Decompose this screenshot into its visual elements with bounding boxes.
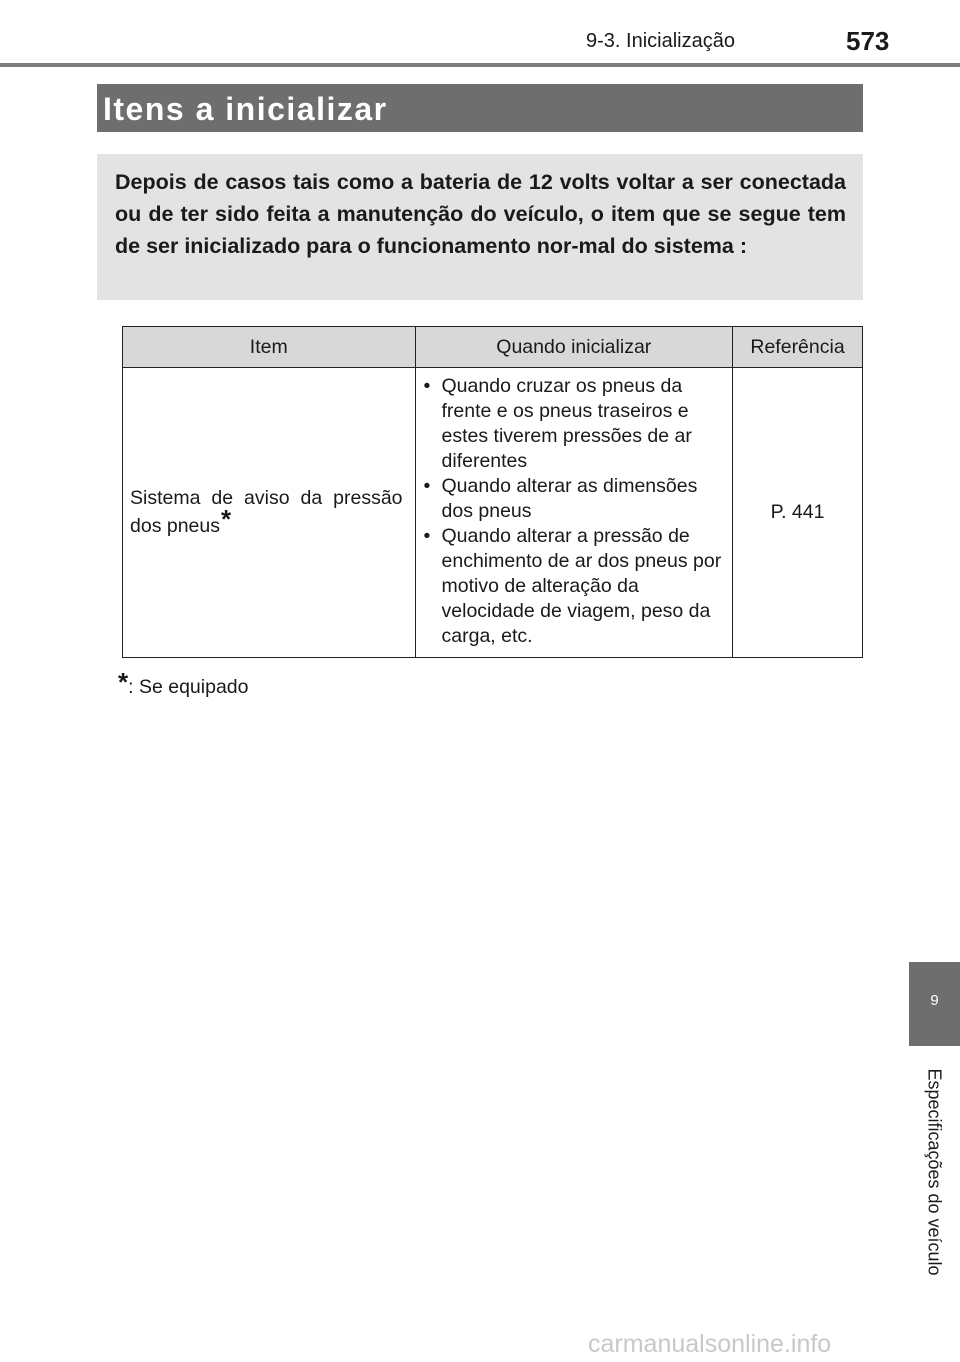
initialization-table xyxy=(122,326,863,658)
item-cell xyxy=(123,368,416,658)
item-name: Sistema de aviso da pressão dos pneus xyxy=(130,487,403,537)
column-header-when: Quando inicializar xyxy=(415,327,733,368)
reference-cell: P. 441 xyxy=(733,368,863,658)
table-row xyxy=(123,368,863,658)
page-number: 573 xyxy=(846,26,890,56)
column-header-reference: Referência xyxy=(733,327,863,368)
chapter-label: Especificações do veículo xyxy=(924,1068,945,1276)
chapter-number: 9 xyxy=(930,992,939,1009)
footnote xyxy=(118,669,248,700)
intro-box xyxy=(97,154,863,300)
list-item: • Quando alterar as dimensões dos pneus xyxy=(424,474,727,524)
when-cell xyxy=(415,368,733,658)
chapter-tab xyxy=(909,962,960,1046)
table-header-row xyxy=(123,327,863,368)
footnote-asterisk: * xyxy=(118,667,129,697)
section-heading: 9-3. Inicialização xyxy=(586,30,735,52)
intro-text: Depois de casos tais como a bateria de 12 volts voltar a ser conectada ou de ter sido feita a manutenção do veículo, o item que se segue tem de ser inicializado para o funcionamento nor-mal do sistema : xyxy=(115,170,846,258)
footnote-text: : Se equipado xyxy=(128,676,249,698)
title-banner xyxy=(97,84,863,132)
column-header-item: Item xyxy=(123,327,416,368)
watermark: carmanualsonline.info xyxy=(588,1330,832,1358)
header-divider xyxy=(0,63,960,67)
list-item: • Quando cruzar os pneus da frente e os pneus traseiros e estes tiverem pressões de ar diferentes xyxy=(424,374,727,474)
page-title: Itens a inicializar xyxy=(103,91,388,127)
equipment-asterisk: * xyxy=(221,504,232,534)
list-item: • Quando alterar a pressão de enchimento de ar dos pneus por motivo de alteração da velocidade de viagem, peso da carga, etc. xyxy=(424,524,727,649)
